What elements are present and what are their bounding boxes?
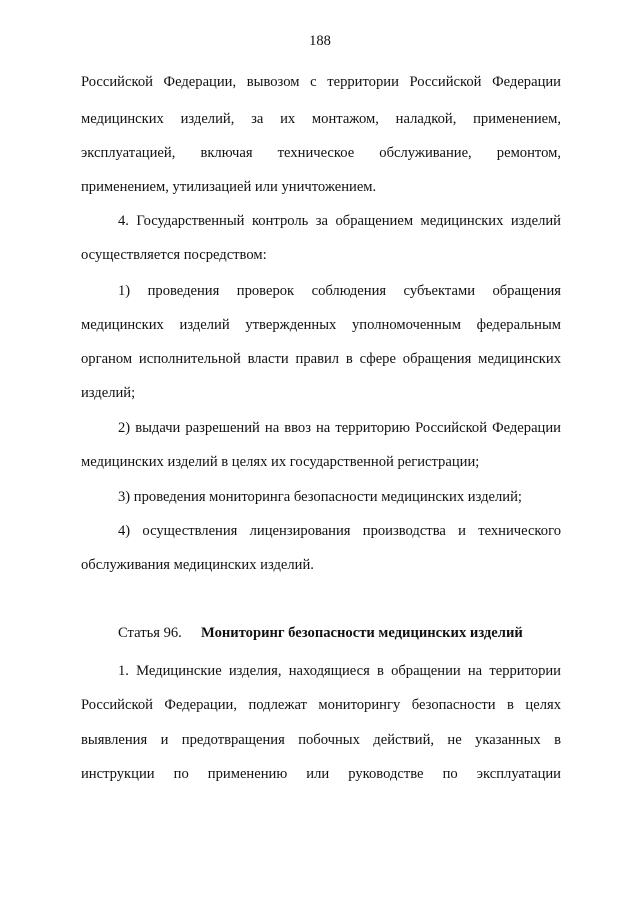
text-line: изделий;	[81, 385, 136, 401]
list-item-line: 3) проведения мониторинга безопасности медицинских изделий;	[118, 489, 522, 505]
text-line: выявления и предотвращения побочных действий, не указанных в	[81, 732, 561, 748]
text-line: эксплуатацией, включая техническое обслуживание, ремонтом,	[81, 145, 561, 161]
article-label: Статья 96.	[118, 625, 182, 641]
text-line: применением, утилизацией или уничтожением.	[81, 179, 377, 195]
text-line: медицинских изделий в целях их государственной регистрации;	[81, 454, 480, 470]
text-line: 1. Медицинские изделия, находящиеся в обращении на территории	[118, 663, 561, 679]
article-heading	[118, 624, 523, 642]
page-number: 188	[309, 33, 331, 49]
list-item-line: 4) осуществления лицензирования производства и технического	[118, 523, 561, 539]
text-line: обслуживания медицинских изделий.	[81, 557, 314, 573]
text-line: Российской Федерации, вывозом с территории Российской Федерации	[81, 74, 561, 90]
text-line: осуществляется посредством:	[81, 247, 267, 263]
text-line: медицинских изделий, за их монтажом, наладкой, применением,	[81, 111, 561, 127]
text-line: Российской Федерации, подлежат мониторингу безопасности в целях	[81, 697, 561, 713]
list-item-line: 2) выдачи разрешений на ввоз на территорию Российской Федерации	[118, 420, 561, 436]
text-line: медицинских изделий утвержденных уполномоченным федеральным	[81, 317, 561, 333]
text-line: органом исполнительной власти правил в сфере обращения медицинских	[81, 351, 561, 367]
article-title: Мониторинг безопасности медицинских изделий	[201, 625, 523, 641]
text-line: инструкции по применению или руководстве по эксплуатации	[81, 766, 561, 782]
text-line: 4. Государственный контроль за обращением медицинских изделий	[118, 213, 561, 229]
list-item-line: 1) проведения проверок соблюдения субъектами обращения	[118, 283, 561, 299]
